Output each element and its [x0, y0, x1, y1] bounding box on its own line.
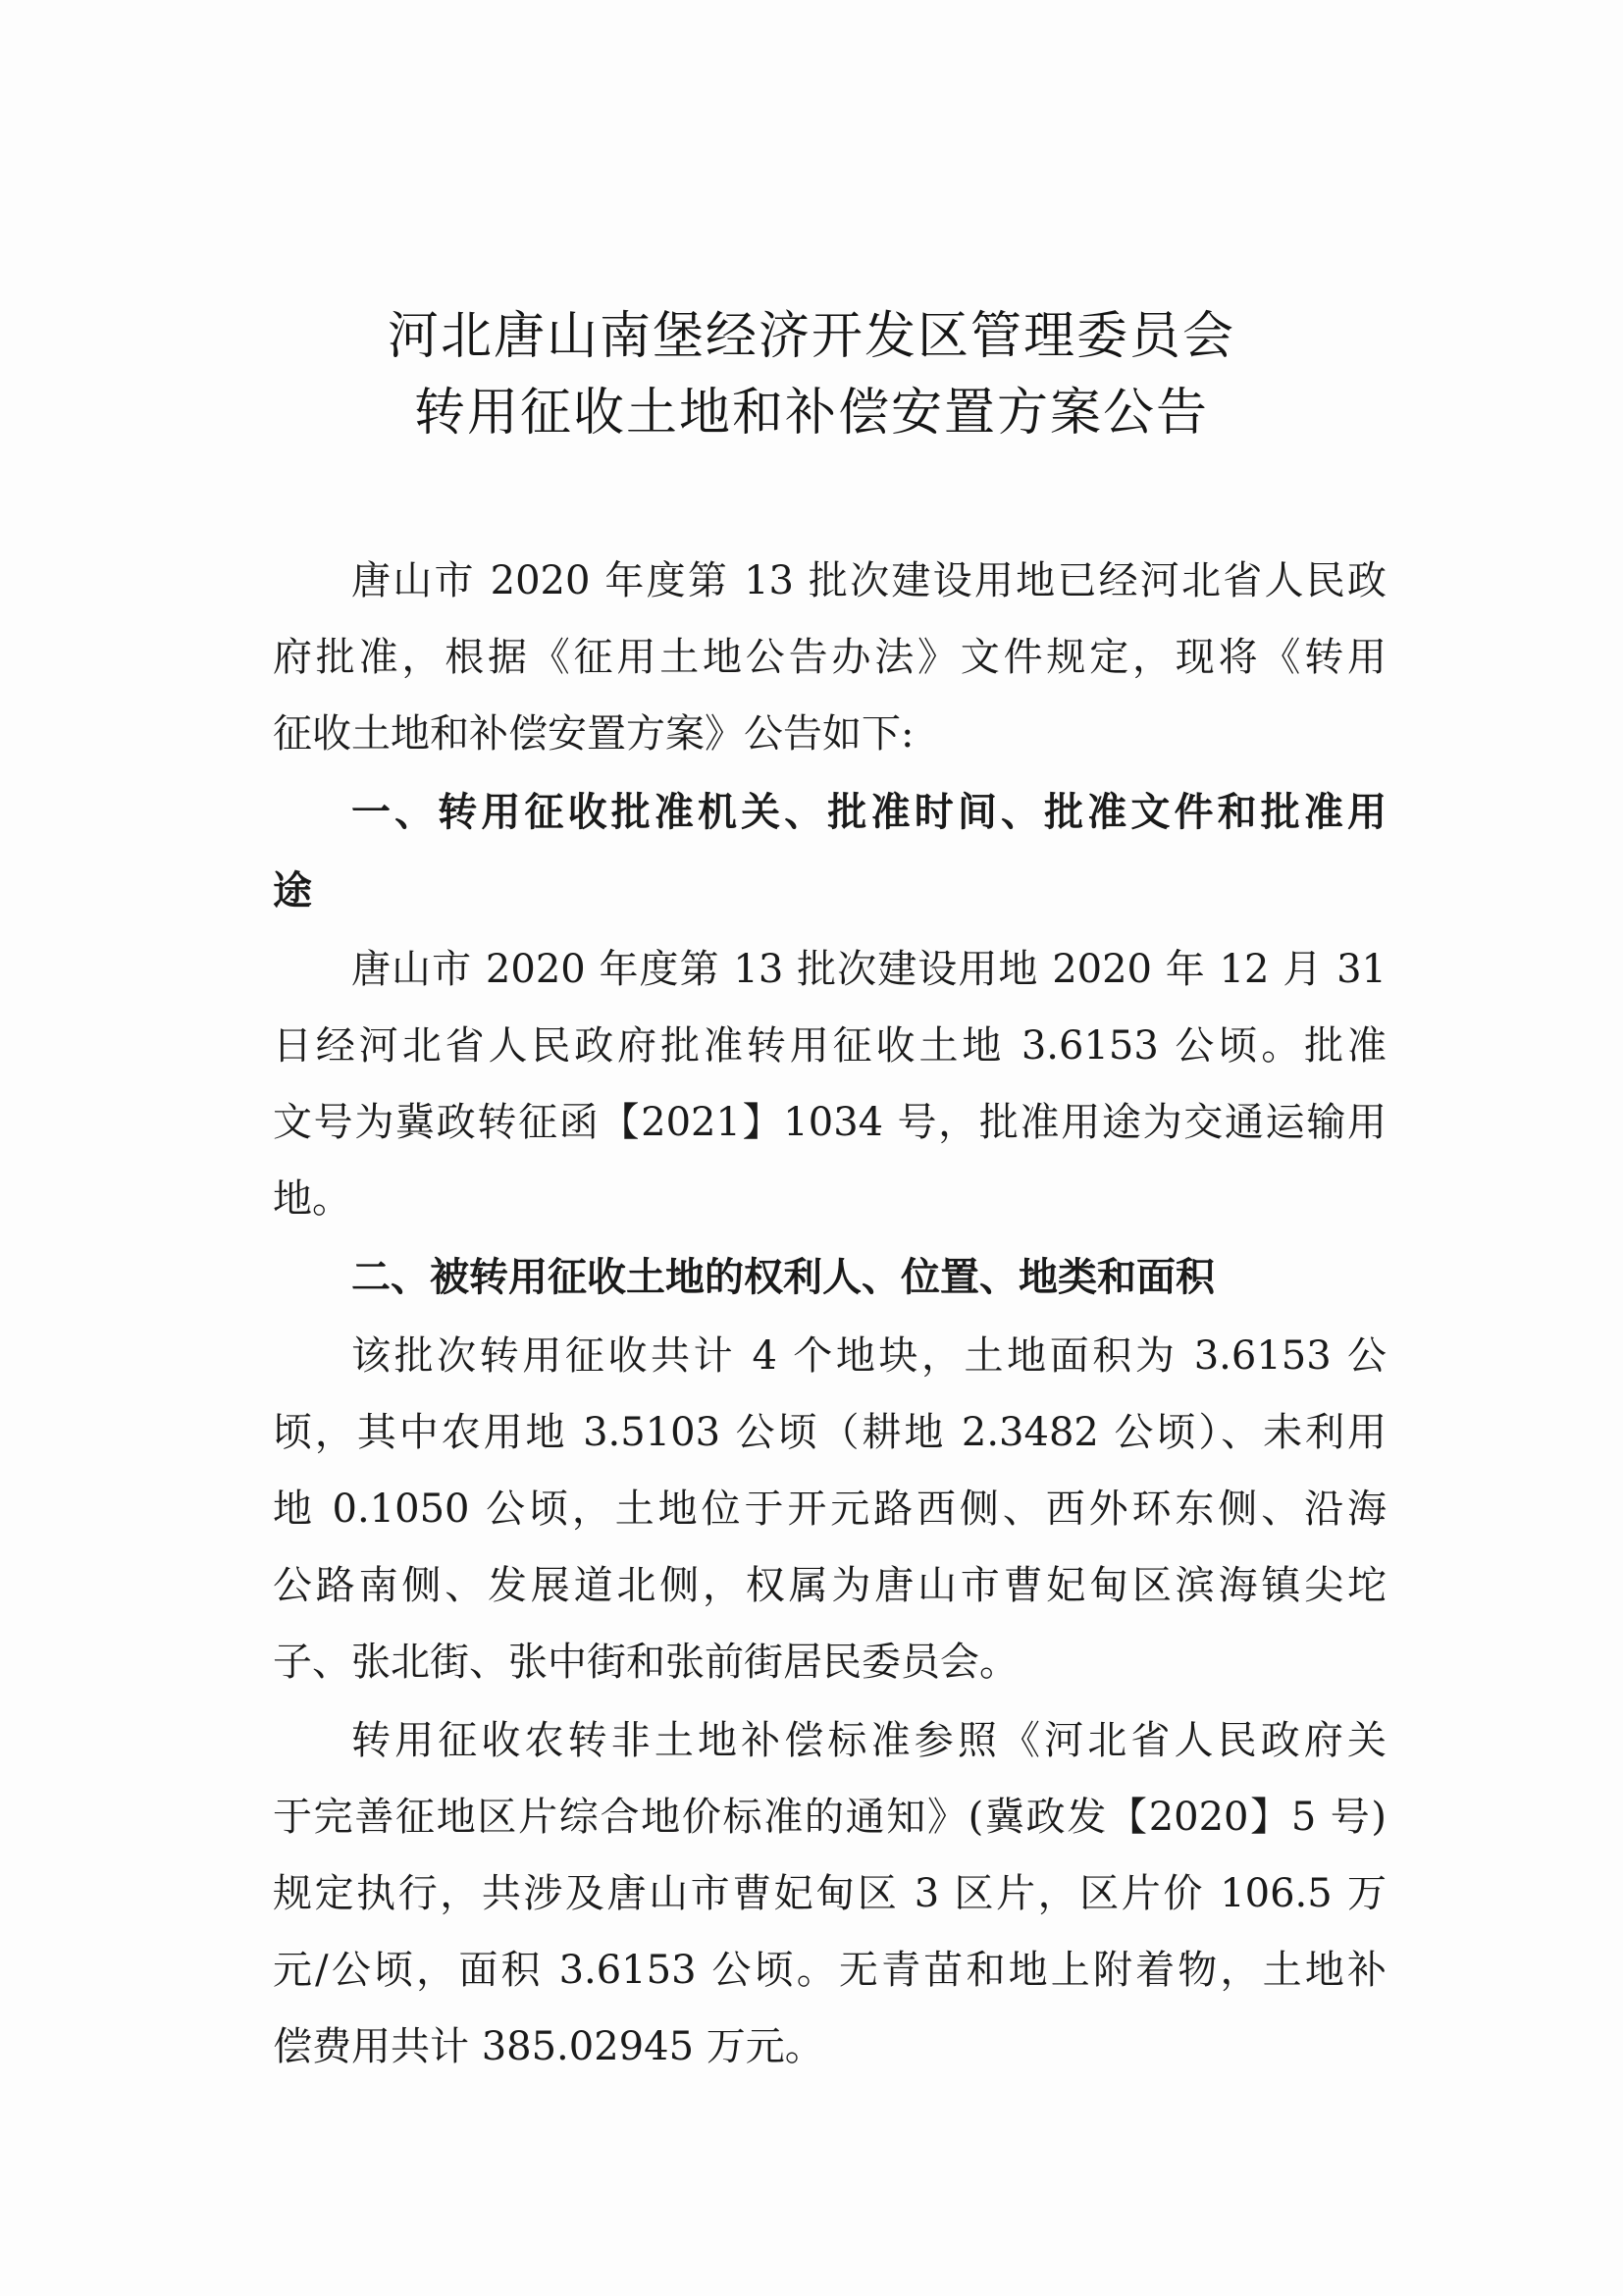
paragraph-2-line-2: 日经河北省人民政府批准转用征收土地 3.6153 公顷。批准 [273, 1023, 1387, 1069]
paragraph-4-line-1: 转用征收农转非土地补偿标准参照《河北省人民政府关 [351, 1718, 1387, 1763]
document-title-line-1: 河北唐山南堡经济开发区管理委员会 [387, 307, 1235, 366]
paragraph-4-line-5: 偿费用共计 385.02945 万元。 [273, 2024, 824, 2069]
document-title-line-2: 转用征收土地和补偿安置方案公告 [413, 384, 1209, 443]
paragraph-3-line-1: 该批次转用征收共计 4 个地块，土地面积为 3.6153 公 [351, 1333, 1387, 1379]
section-1-heading-line-1: 一、转用征收批准机关、批准时间、批准文件和批准用 [351, 790, 1387, 835]
section-1-heading-line-2: 途 [273, 868, 312, 913]
section-2-heading: 二、被转用征收土地的权利人、位置、地类和面积 [351, 1255, 1215, 1300]
paragraph-2-line-1: 唐山市 2020 年度第 13 批次建设用地 2020 年 12 月 31 [351, 947, 1387, 992]
paragraph-2-line-4: 地。 [273, 1176, 351, 1222]
paragraph-3-line-5: 子、张北街、张中街和张前街居民委员会。 [273, 1640, 1019, 1685]
paragraph-4-line-3: 规定执行，共涉及唐山市曹妃甸区 3 区片，区片价 106.5 万 [273, 1871, 1387, 1916]
paragraph-2-line-3: 文号为冀政转征函【2021】1034 号，批准用途为交通运输用 [273, 1100, 1387, 1145]
paragraph-4-line-2: 于完善征地区片综合地价标准的通知》(冀政发【2020】5 号) [273, 1795, 1387, 1840]
paragraph-4-line-4: 元/公顷，面积 3.6153 公顷。无青苗和地上附着物，土地补 [273, 1948, 1387, 1993]
paragraph-1-line-3: 征收土地和补偿安置方案》公告如下: [273, 711, 915, 757]
paragraph-3-line-3: 地 0.1050 公顷，土地位于开元路西侧、西外环东侧、沿海 [273, 1487, 1387, 1532]
paragraph-1-line-1: 唐山市 2020 年度第 13 批次建设用地已经河北省人民政 [351, 558, 1387, 603]
paragraph-3-line-4: 公路南侧、发展道北侧，权属为唐山市曹妃甸区滨海镇尖坨 [273, 1563, 1387, 1608]
paragraph-3-line-2: 顷，其中农用地 3.5103 公顷（耕地 2.3482 公顷）、未利用 [273, 1410, 1387, 1455]
paragraph-1-line-2: 府批准，根据《征用土地公告办法》文件规定，现将《转用 [273, 635, 1387, 680]
